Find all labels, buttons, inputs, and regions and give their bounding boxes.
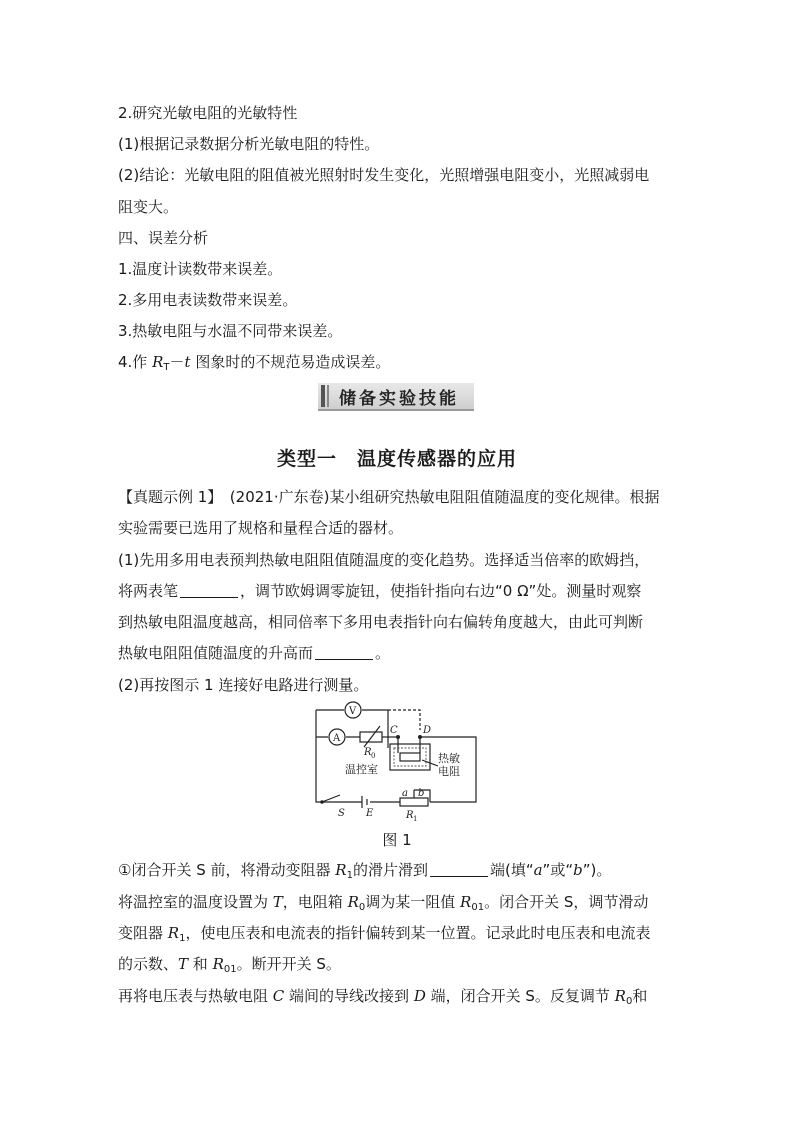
text-run: ，调节欧姆调零旋钮，使指针指向右边“0 Ω”处。测量时观察: [240, 582, 642, 600]
text-run: 。断开开关 S。: [236, 955, 341, 973]
battery: [362, 796, 367, 808]
label-b-end: b: [418, 788, 425, 799]
symbol: t: [184, 353, 191, 371]
section-title: 类型一 温度传感器的应用: [276, 448, 517, 470]
label-thermistor: 电阻: [438, 765, 460, 778]
banner-bar: [321, 385, 325, 407]
label-a-end: a: [402, 788, 408, 799]
text-line: [118, 860, 611, 886]
text-run: 的滑片滑到: [352, 861, 428, 879]
variable-arrow: [364, 726, 380, 747]
text-line: 到热敏电阻温度越高，相同倍率下多用电表指针向右偏转角度越大，由此可判断: [118, 613, 644, 631]
text-line: [118, 352, 390, 378]
label-d: D: [423, 725, 432, 736]
text-run: 热敏电阻阻值随温度的升高而: [118, 644, 314, 662]
section-banner: [318, 383, 474, 411]
text-run: －: [169, 353, 185, 371]
label-a: A: [333, 733, 341, 744]
text-run: 和: [188, 955, 213, 973]
label-r1: R: [406, 810, 414, 821]
answer-blank: [315, 645, 373, 660]
text-run: 将温控室的温度设置为: [118, 893, 273, 911]
symbol: a: [533, 861, 543, 879]
symbol: R: [460, 893, 472, 911]
label-s: S: [338, 808, 345, 819]
text-run: 变阻器: [118, 924, 168, 942]
text-line: 1.温度计读数带来误差。: [118, 260, 283, 278]
switch-terminal: [320, 800, 324, 804]
text-line: (2)再按图示 1 连接好电路进行测量。: [118, 676, 369, 694]
subscript: 0: [358, 902, 366, 913]
label-r1-sub: 1: [413, 815, 418, 823]
text-line: (1)根据记录数据分析光敏电阻的特性。: [118, 135, 380, 153]
text-run: ”或“: [542, 861, 574, 879]
text-run: 调为某一阻值: [365, 893, 461, 911]
answer-blank: [430, 862, 488, 877]
text-run: ①闭合开关 S 前，将滑动变阻器: [118, 861, 336, 879]
symbol: D: [413, 987, 426, 1005]
label-room: 温控室: [345, 763, 378, 776]
text-line: 【真题示例 1】 (2021·广东卷)某小组研究热敏电阻阻值随温度的变化规律。根据: [118, 488, 660, 506]
text-line: 实验需要已选用了规格和量程合适的器材。: [118, 519, 404, 537]
text-line: 2.研究光敏电阻的光敏特性: [118, 104, 298, 122]
symbol: R: [347, 893, 359, 911]
thermistor: [400, 753, 420, 761]
switch: [322, 795, 340, 802]
symbol: R: [335, 861, 347, 879]
figure-caption: 图 1: [382, 831, 412, 849]
text-run: 。闭合开关 S，调节滑动: [484, 893, 649, 911]
label-thermistor: 热敏: [438, 752, 460, 765]
text-run: 端(填“: [489, 861, 534, 879]
text-line: 2.多用电表读数带来误差。: [118, 291, 298, 309]
symbol: R: [212, 955, 224, 973]
text-run: 4.作: [118, 353, 153, 371]
subscript: T: [163, 362, 170, 373]
symbol: R: [614, 987, 626, 1005]
text-run: ，使电压表和电流表的指针偏转到某一位置。记录此时电压表和电流表: [185, 924, 651, 942]
text-run: 将两表笔: [118, 582, 179, 600]
text-line: [118, 892, 648, 918]
text-run: 。: [375, 644, 391, 662]
text-run: 图象时的不规范易造成误差。: [190, 353, 391, 371]
text-line: [118, 954, 341, 980]
text-run: ”)。: [582, 861, 612, 879]
subscript: 1: [179, 933, 186, 944]
label-e: E: [366, 808, 374, 819]
text-line: [118, 923, 650, 949]
symbol: C: [272, 987, 285, 1005]
label-v: V: [349, 706, 357, 717]
section-heading: 四、误差分析: [118, 229, 209, 247]
subscript: 01: [223, 964, 237, 975]
text-line: [118, 986, 647, 1012]
symbol: R: [152, 353, 164, 371]
symbol: T: [178, 955, 189, 973]
text-line: 阻变大。: [118, 198, 179, 216]
text-run: 和: [632, 987, 648, 1005]
banner-bar: [327, 385, 329, 407]
text-line: (2)结论：光敏电阻的阻值被光照射时发生变化，光照增强电阻变小，光照减弱电: [118, 166, 650, 184]
text-run: 再将电压表与热敏电阻: [118, 987, 273, 1005]
label-r0-sub: 0: [371, 752, 376, 760]
wire: [316, 710, 350, 802]
text-line: (1)先用多用电表预判热敏电阻阻值随温度的变化趋势。选择适当倍率的欧姆挡，: [118, 551, 650, 569]
text-run: 端间的导线改接到: [284, 987, 414, 1005]
text-run: 的示数、: [118, 955, 179, 973]
text-run: ，电阻箱: [282, 893, 348, 911]
subscript: 0: [625, 996, 633, 1007]
text-run: 端，闭合开关 S。反复调节: [425, 987, 615, 1005]
subscript: 1: [346, 870, 353, 881]
rheostat: [400, 798, 428, 806]
text-line: [118, 643, 390, 663]
subscript: 01: [471, 902, 485, 913]
wire: [398, 737, 420, 753]
label-r0: R: [364, 747, 372, 758]
circuit-diagram: [310, 700, 490, 825]
banner-title: 储备实验技能: [339, 388, 459, 409]
answer-blank: [180, 583, 238, 598]
text-line: 3.热敏电阻与水温不同带来误差。: [118, 322, 343, 340]
symbol: b: [573, 861, 583, 879]
terminal-d: [418, 735, 422, 739]
label-c: C: [390, 725, 398, 736]
symbol: T: [272, 893, 283, 911]
text-line: [118, 581, 641, 601]
symbol: R: [167, 924, 180, 942]
